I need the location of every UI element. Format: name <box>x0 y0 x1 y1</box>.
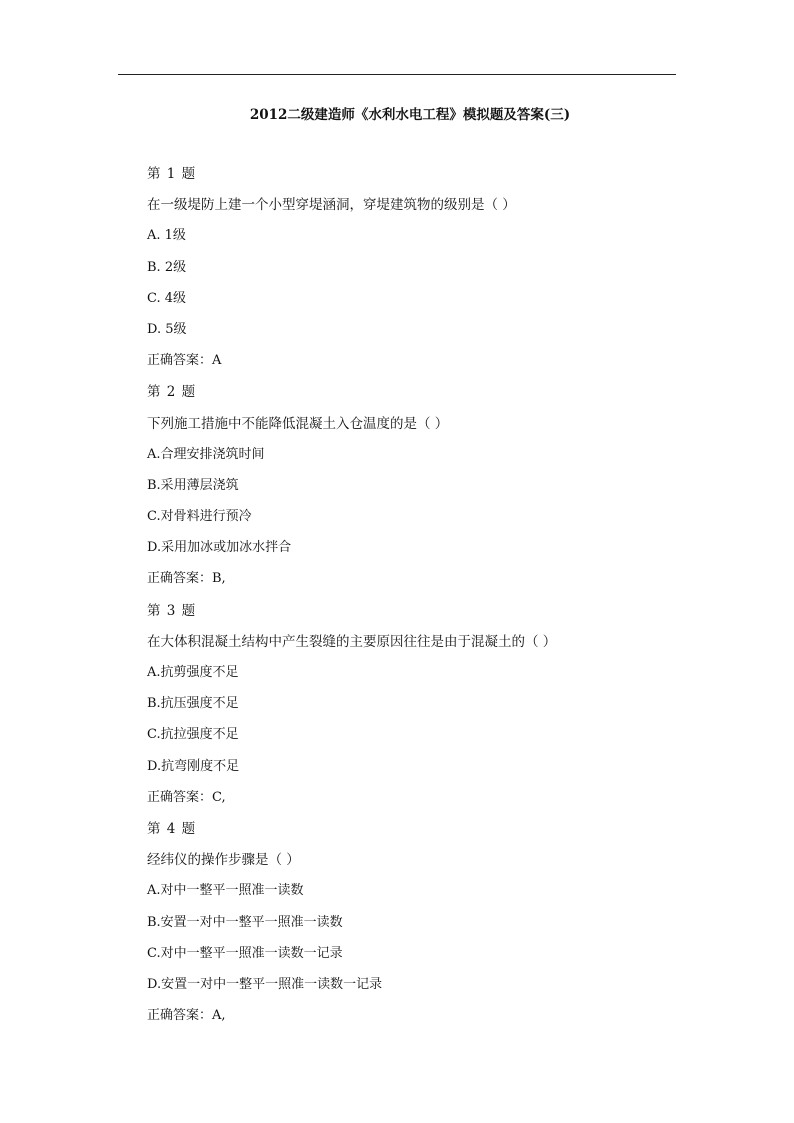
question-stem: 经纬仪的操作步骤是（ ） <box>147 852 300 869</box>
question-list <box>147 166 707 1039</box>
option-c: C.对骨料进行预冷 <box>147 509 252 525</box>
option-a: A.抗剪强度不足 <box>147 665 239 680</box>
option-d: D.安置一对中一整平一照准一读数一记录 <box>147 976 383 992</box>
correct-answer: 正确答案：A <box>147 353 222 369</box>
question-1 <box>147 166 707 384</box>
question-heading: 第 2 题 <box>147 384 197 401</box>
correct-answer: 正确答案：A, <box>147 1008 226 1024</box>
question-2 <box>147 384 707 602</box>
option-d: D. 5级 <box>147 321 187 337</box>
correct-answer: 正确答案：C, <box>147 789 226 805</box>
option-a: A.合理安排浇筑时间 <box>147 446 265 462</box>
option-b: B.安置一对中一整平一照准一读数 <box>147 914 343 930</box>
question-stem: 在一级堤防上建一个小型穿堤涵洞，穿堤建筑物的级别是（ ） <box>147 197 516 214</box>
option-c: C. 4级 <box>147 290 187 306</box>
document-title: 2012二级建造师《水利水电工程》模拟题及答案(三) <box>249 107 571 123</box>
question-3 <box>147 603 707 821</box>
question-stem: 下列施工措施中不能降低混凝土入仓温度的是（ ） <box>147 415 449 432</box>
header-rule <box>118 74 676 75</box>
question-heading: 第 3 题 <box>147 602 197 619</box>
option-c: C.对中一整平一照准一读数一记录 <box>147 945 343 961</box>
option-b: B. 2级 <box>147 259 187 275</box>
option-a: A.对中一整平一照准一读数 <box>147 883 304 899</box>
option-a: A. 1级 <box>147 228 186 244</box>
option-d: D.采用加冰或加冰水拌合 <box>147 540 292 556</box>
question-heading: 第 1 题 <box>147 166 197 182</box>
question-heading: 第 4 题 <box>147 820 197 837</box>
option-c: C.抗拉强度不足 <box>147 727 239 743</box>
question-4 <box>147 821 707 1039</box>
correct-answer: 正确答案：B, <box>147 571 226 587</box>
question-stem: 在大体积混凝土结构中产生裂缝的主要原因往往是由于混凝土的（ ） <box>147 633 557 650</box>
option-b: B.采用薄层浇筑 <box>147 477 239 493</box>
option-b: B.抗压强度不足 <box>147 696 239 712</box>
option-d: D.抗弯刚度不足 <box>147 758 240 774</box>
